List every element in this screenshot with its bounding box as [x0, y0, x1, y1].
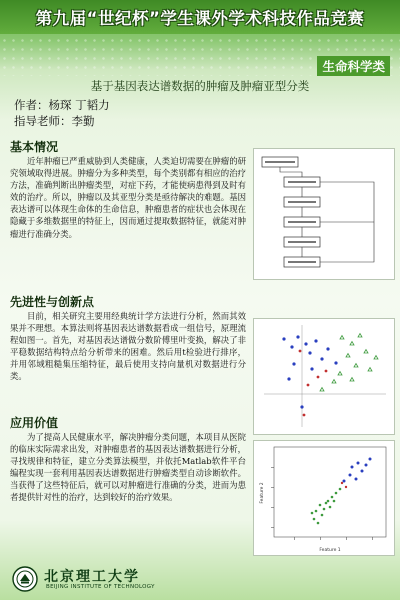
- section-heading-application: 应用价值: [10, 416, 59, 430]
- advisor: 指导老师：李勤: [14, 114, 95, 128]
- y-axis-label: Feature 2: [260, 482, 265, 504]
- section-text-application: 为了提高人民健康水平，解决肿瘤分类问题，本项目从医院的临床实际需求出发，对肿瘤患者的基因表达谱数据进行分析，寻找规律和特征，建立分类算法模型，并依托Matlab软件平台编程实现一套利用基因表达谱数据进行肿瘤类型自动诊断软件。当获得了这些特征后，就可以对肿瘤进行准确的分类，进而为患者提供针对性的治疗，达到较好的治疗效果。: [10, 432, 246, 503]
- section-text-innovation: 目前，相关研究主要用经典统计学方法进行分析，然而其效果并不理想。本算法则将基因表达谱数据看成一组信号，原理流程如图一。首先，对基因表达谱做分数阶傅里叶变换，解决了非平稳数据结构特点给分析带来的困难。然后用t检验进行排序，并用邻域粗糙集压缩特征，最后使用支持向量机对数据进行分类。: [10, 311, 246, 382]
- flowchart-figure: [253, 148, 395, 280]
- competition-title: 第九届“世纪杯”学生课外学术科技作品竞赛: [35, 9, 365, 28]
- scatter-figure-2: [253, 440, 395, 556]
- x-axis-label: Feature 1: [319, 548, 341, 553]
- flowchart-graphic: [254, 149, 394, 279]
- university-name-cn: 北京理工大学: [44, 569, 140, 585]
- scatter-figure-1: [253, 318, 395, 435]
- scatter-plot-2: [254, 441, 394, 555]
- section-heading-innovation: 先进性与创新点: [10, 295, 95, 309]
- university-name-en: BEIJING INSTITUTE OF TECHNOLOGY: [46, 584, 155, 590]
- project-title: 基于基因表达谱数据的肿瘤及肿瘤亚型分类: [90, 79, 310, 93]
- section-text-basic: 近年肿瘤已严重威胁到人类健康，人类迫切需要在肿瘤的研究领域取得进展。肿瘤分为多种类型，每个类别都有相应的治疗方法，准确判断出肿瘤类型，对症下药，才能使病患得到及时有效的治疗。所以，肿瘤以及其亚型分类是亟待解决的难题。基因表达谱可以体现生命体的生命信息，肿瘤患者的症状也会体现在隐藏于多维数据里的特征上，因而通过提取数据特征，就能对肿瘤进行准确分类。: [10, 156, 246, 239]
- university-logo: [12, 566, 38, 592]
- category-label: 生命科学类: [317, 56, 390, 76]
- section-heading-basic: 基本情况: [10, 140, 59, 154]
- scatter-plot-1: [254, 319, 394, 434]
- author-block: [14, 97, 110, 129]
- authors: 作者：杨琛 丁韬力: [14, 98, 110, 112]
